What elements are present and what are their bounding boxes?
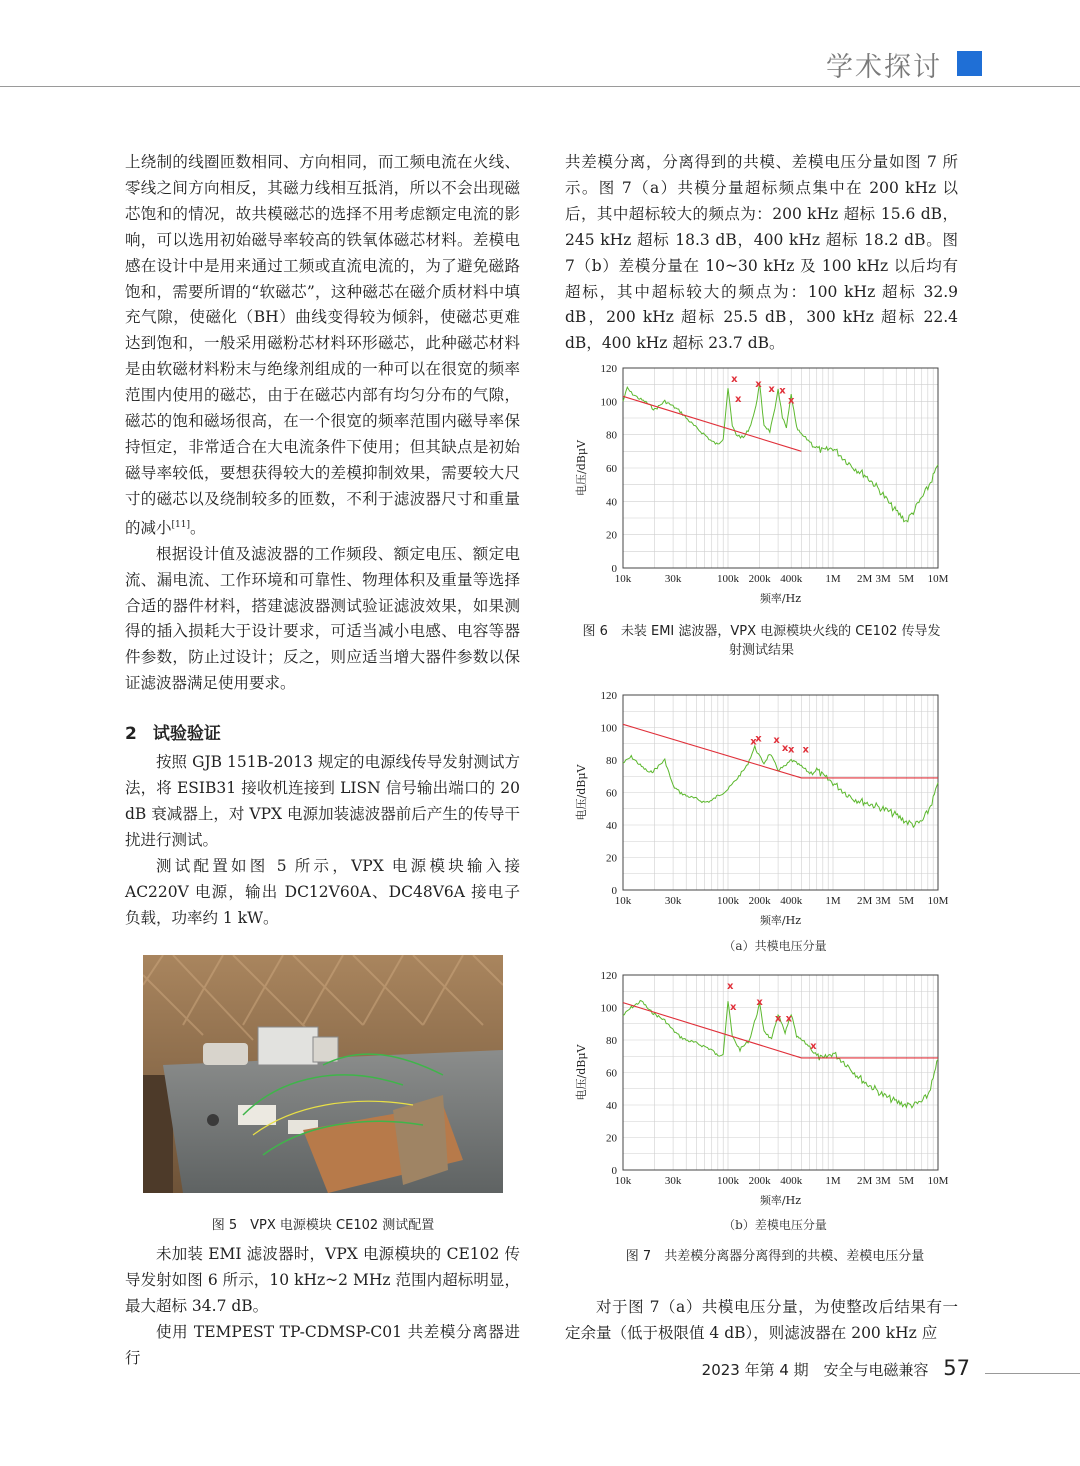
exceed-marker: x <box>787 395 795 407</box>
x-tick-label: 400k <box>780 1175 803 1187</box>
x-tick-label: 1M <box>825 895 841 907</box>
test-setup-photo <box>143 955 503 1193</box>
paragraph: 根据设计值及滤波器的工作频段、额定电压、额定电流、漏电流、工作环境和可靠性、物理体积及重量等选择合适的器件材料，搭建滤波器测试验证滤波效果，如果测得的插入损耗大于设计要求，可适当减小电感、电容等器件参数，防止过设计；反之，则应适当增大器件参数以保证滤波器满足使用要求。 <box>125 544 520 693</box>
chart-fig7b <box>565 965 950 1210</box>
exceed-marker: x <box>726 980 734 992</box>
x-tick-label: 10k <box>614 573 632 585</box>
exceed-marker: x <box>755 733 762 745</box>
subfigure-caption: （b）差模电压分量 <box>723 1218 827 1232</box>
y-tick-label: 120 <box>600 363 617 375</box>
exceed-marker: x <box>785 1013 793 1025</box>
page-footer <box>702 1356 970 1380</box>
exceed-marker: x <box>756 997 763 1008</box>
x-tick-label: 2M <box>856 573 873 585</box>
y-tick-label: 20 <box>606 529 617 542</box>
x-tick-label: 30k <box>664 895 682 907</box>
x-tick-label: 30k <box>664 573 682 585</box>
y-tick-label: 60 <box>606 1067 617 1080</box>
y-tick-label: 120 <box>600 970 617 982</box>
y-tick-label: 80 <box>606 755 617 767</box>
y-tick-label: 0 <box>611 563 617 575</box>
x-axis-label: 频率/Hz <box>759 914 802 927</box>
exceed-marker: x <box>787 744 795 756</box>
left-column <box>125 150 520 932</box>
right-column-lower <box>565 1295 958 1347</box>
header-rule <box>0 86 1080 87</box>
y-tick-label: 60 <box>606 463 617 475</box>
exceed-marker: x <box>731 374 738 385</box>
y-tick-label: 120 <box>600 690 617 702</box>
data-series-line <box>623 383 938 522</box>
x-tick-label: 2M <box>856 895 873 907</box>
paragraph: 测试配置如图 5 所示，VPX 电源模块输入接 AC220V 电源，输出 DC12V60A、DC48V6A 接电子负载，功率约 1 kW。 <box>125 856 520 927</box>
limit-line <box>623 1003 938 1058</box>
x-tick-label: 3M <box>875 1175 891 1187</box>
paragraph: 未加装 EMI 滤波器时，VPX 电源模块的 CE102 传导发射如图 6 所示，10 kHz~2 MHz 范围内超标明显，最大超标 34.7 dB。 <box>125 1245 520 1315</box>
x-tick-label: 2M <box>856 1175 873 1187</box>
figure-caption: 图 7 共差模分离器分离得到的共模、差模电压分量 <box>625 1249 925 1264</box>
x-tick-label: 5M <box>898 573 915 585</box>
y-tick-label: 40 <box>606 820 617 832</box>
y-axis-label: 电压/dBμV <box>575 1044 588 1101</box>
chart-fig6 <box>565 358 950 608</box>
x-tick-label: 100k <box>717 1175 739 1187</box>
journal-name: 安全与电磁兼容 <box>823 1361 929 1379</box>
subfigure-caption: （a）共模电压分量 <box>723 939 827 953</box>
x-tick-label: 1M <box>825 573 841 585</box>
x-tick-label: 400k <box>780 895 803 907</box>
y-tick-label: 20 <box>606 1132 617 1145</box>
limit-line <box>623 724 938 778</box>
x-tick-label: 10M <box>927 1175 949 1187</box>
citation-ref: [11] <box>171 519 190 530</box>
y-tick-label: 40 <box>606 1100 617 1112</box>
paragraph: 使用 TEMPEST TP-CDMSP-C01 共差模分离器进行 <box>125 1322 520 1367</box>
footer-rule <box>985 1373 1080 1374</box>
section-marker-square <box>957 51 982 76</box>
y-tick-label: 100 <box>600 722 617 735</box>
x-tick-label: 3M <box>875 895 891 907</box>
y-tick-label: 0 <box>611 885 617 897</box>
exceed-marker: x <box>755 379 762 390</box>
section-number: 2 <box>125 724 137 745</box>
journal-section-title: 学术探讨 <box>826 52 942 83</box>
paragraph: 按照 GJB 151B-2013 规定的电源线传导发射测试方法，将 ESIB31 接收机连接到 LISN 信号输出端口的 20 dB 衰减器上，对 VPX 电源加装滤波器前后产生的传导干扰进行测试。 <box>125 753 520 849</box>
x-axis-label: 频率/Hz <box>759 1194 802 1207</box>
page-number: 57 <box>943 1356 970 1380</box>
x-tick-label: 5M <box>898 895 915 907</box>
y-tick-label: 100 <box>600 1002 617 1015</box>
y-axis-label: 电压/dBμV <box>575 764 588 821</box>
data-series-line <box>623 746 938 827</box>
limit-line <box>623 396 801 451</box>
x-tick-label: 200k <box>748 895 771 907</box>
right-column <box>565 150 958 357</box>
x-tick-label: 100k <box>717 895 739 907</box>
x-tick-label: 3M <box>875 573 891 585</box>
exceed-marker: x <box>750 736 757 748</box>
x-tick-label: 30k <box>664 1175 682 1187</box>
x-tick-label: 10M <box>927 573 949 585</box>
paragraph: 上绕制的线圈匝数相同、方向相同，而工频电流在火线、零线之间方向相反，其磁力线相互抵消，所以不会出现磁芯饱和的情况，故共模磁芯的选择不用考虑额定电流的影响，可以选用初始磁导率较高的铁氧体磁芯材料。差模电感在设计中是用来通过工频或直流电流的，为了避免磁路饱和，需要所谓的“软磁芯”，这种磁芯在磁介质材料中填充气隙，使磁化（BH）曲线变得较为倾斜，使磁芯更难达到饱和，一般采用磁粉芯材料环形磁芯，此种磁芯材料是由软磁材料粉末与绝缘剂组成的一种可以在很宽的频率范围内使用的磁芯，由于在磁芯内部有均匀分布的气隙，磁芯的饱和磁场很高，在一个很宽的频率范围内磁导率保持恒定，非常适合在大电流条件下使用；但其缺点是初始磁导率较低，要想获得较大的差模抑制效果，需要较大尺寸的磁芯以及绕制较多的匝数，不利于滤波器尺寸和重量的减小[11]。 <box>125 153 520 537</box>
x-tick-label: 10k <box>614 895 632 907</box>
figure-caption: 图 5 VPX 电源模块 CE102 测试配置 <box>211 1218 435 1233</box>
chart-fig7a <box>565 685 950 930</box>
figure-caption: 图 6 未装 EMI 滤波器，VPX 电源模块火线的 CE102 传导发 射测试结果 <box>582 624 941 658</box>
exceed-marker: x <box>779 385 786 397</box>
left-column-lower <box>125 1242 520 1372</box>
exceed-marker: x <box>768 384 775 395</box>
y-tick-label: 80 <box>606 429 617 442</box>
exceed-marker: x <box>734 394 742 405</box>
y-tick-label: 40 <box>606 496 617 509</box>
y-axis-label: 电压/dBμV <box>575 440 588 496</box>
issue-label: 2023 年第 4 期 <box>701 1361 809 1379</box>
x-tick-label: 100k <box>717 573 739 585</box>
exceed-marker: x <box>802 744 809 756</box>
y-tick-label: 0 <box>611 1165 617 1177</box>
x-tick-label: 5M <box>898 1175 915 1187</box>
x-tick-label: 200k <box>748 573 771 585</box>
section-title: 试验验证 <box>152 724 221 745</box>
x-tick-label: 10M <box>927 895 949 907</box>
exceed-marker: x <box>810 1040 817 1052</box>
x-tick-label: 10k <box>614 1175 632 1187</box>
exceed-marker: x <box>781 743 789 754</box>
section-heading <box>125 719 520 744</box>
paragraph: 对于图 7（a）共模电压分量，为使整改后结果有一定余量（低于极限值 4 dB），则滤波器在 200 kHz 应 <box>565 1298 958 1342</box>
y-tick-label: 20 <box>606 852 617 865</box>
y-tick-label: 60 <box>606 787 617 800</box>
exceed-marker: x <box>773 734 780 746</box>
paragraph: 共差模分离，分离得到的共模、差模电压分量如图 7 所示。图 7（a）共模分量超标频点集中在 200 kHz 以后，其中超标较大的频点为：200 kHz 超标 15.6 dB，245 kHz 超标 18.3 dB，400 kHz 超标 18.2 dB。图 7（b）差模分量在 10~30 kHz 及 100 kHz 以后均有超标，其中超标较大的频点为：100 kHz 超标 32.9 dB，200 kHz 超标 25.5 dB，300 kHz 超标 22.4 dB，400 kHz 超标 23.7 dB。 <box>565 153 958 353</box>
exceed-marker: x <box>774 1013 782 1025</box>
x-tick-label: 400k <box>780 573 803 585</box>
x-tick-label: 1M <box>825 1175 841 1187</box>
x-axis-label: 频率/Hz <box>759 592 802 605</box>
y-tick-label: 80 <box>606 1035 617 1047</box>
exceed-marker: x <box>729 1001 737 1013</box>
x-tick-label: 200k <box>748 1175 771 1187</box>
y-tick-label: 100 <box>600 396 617 409</box>
